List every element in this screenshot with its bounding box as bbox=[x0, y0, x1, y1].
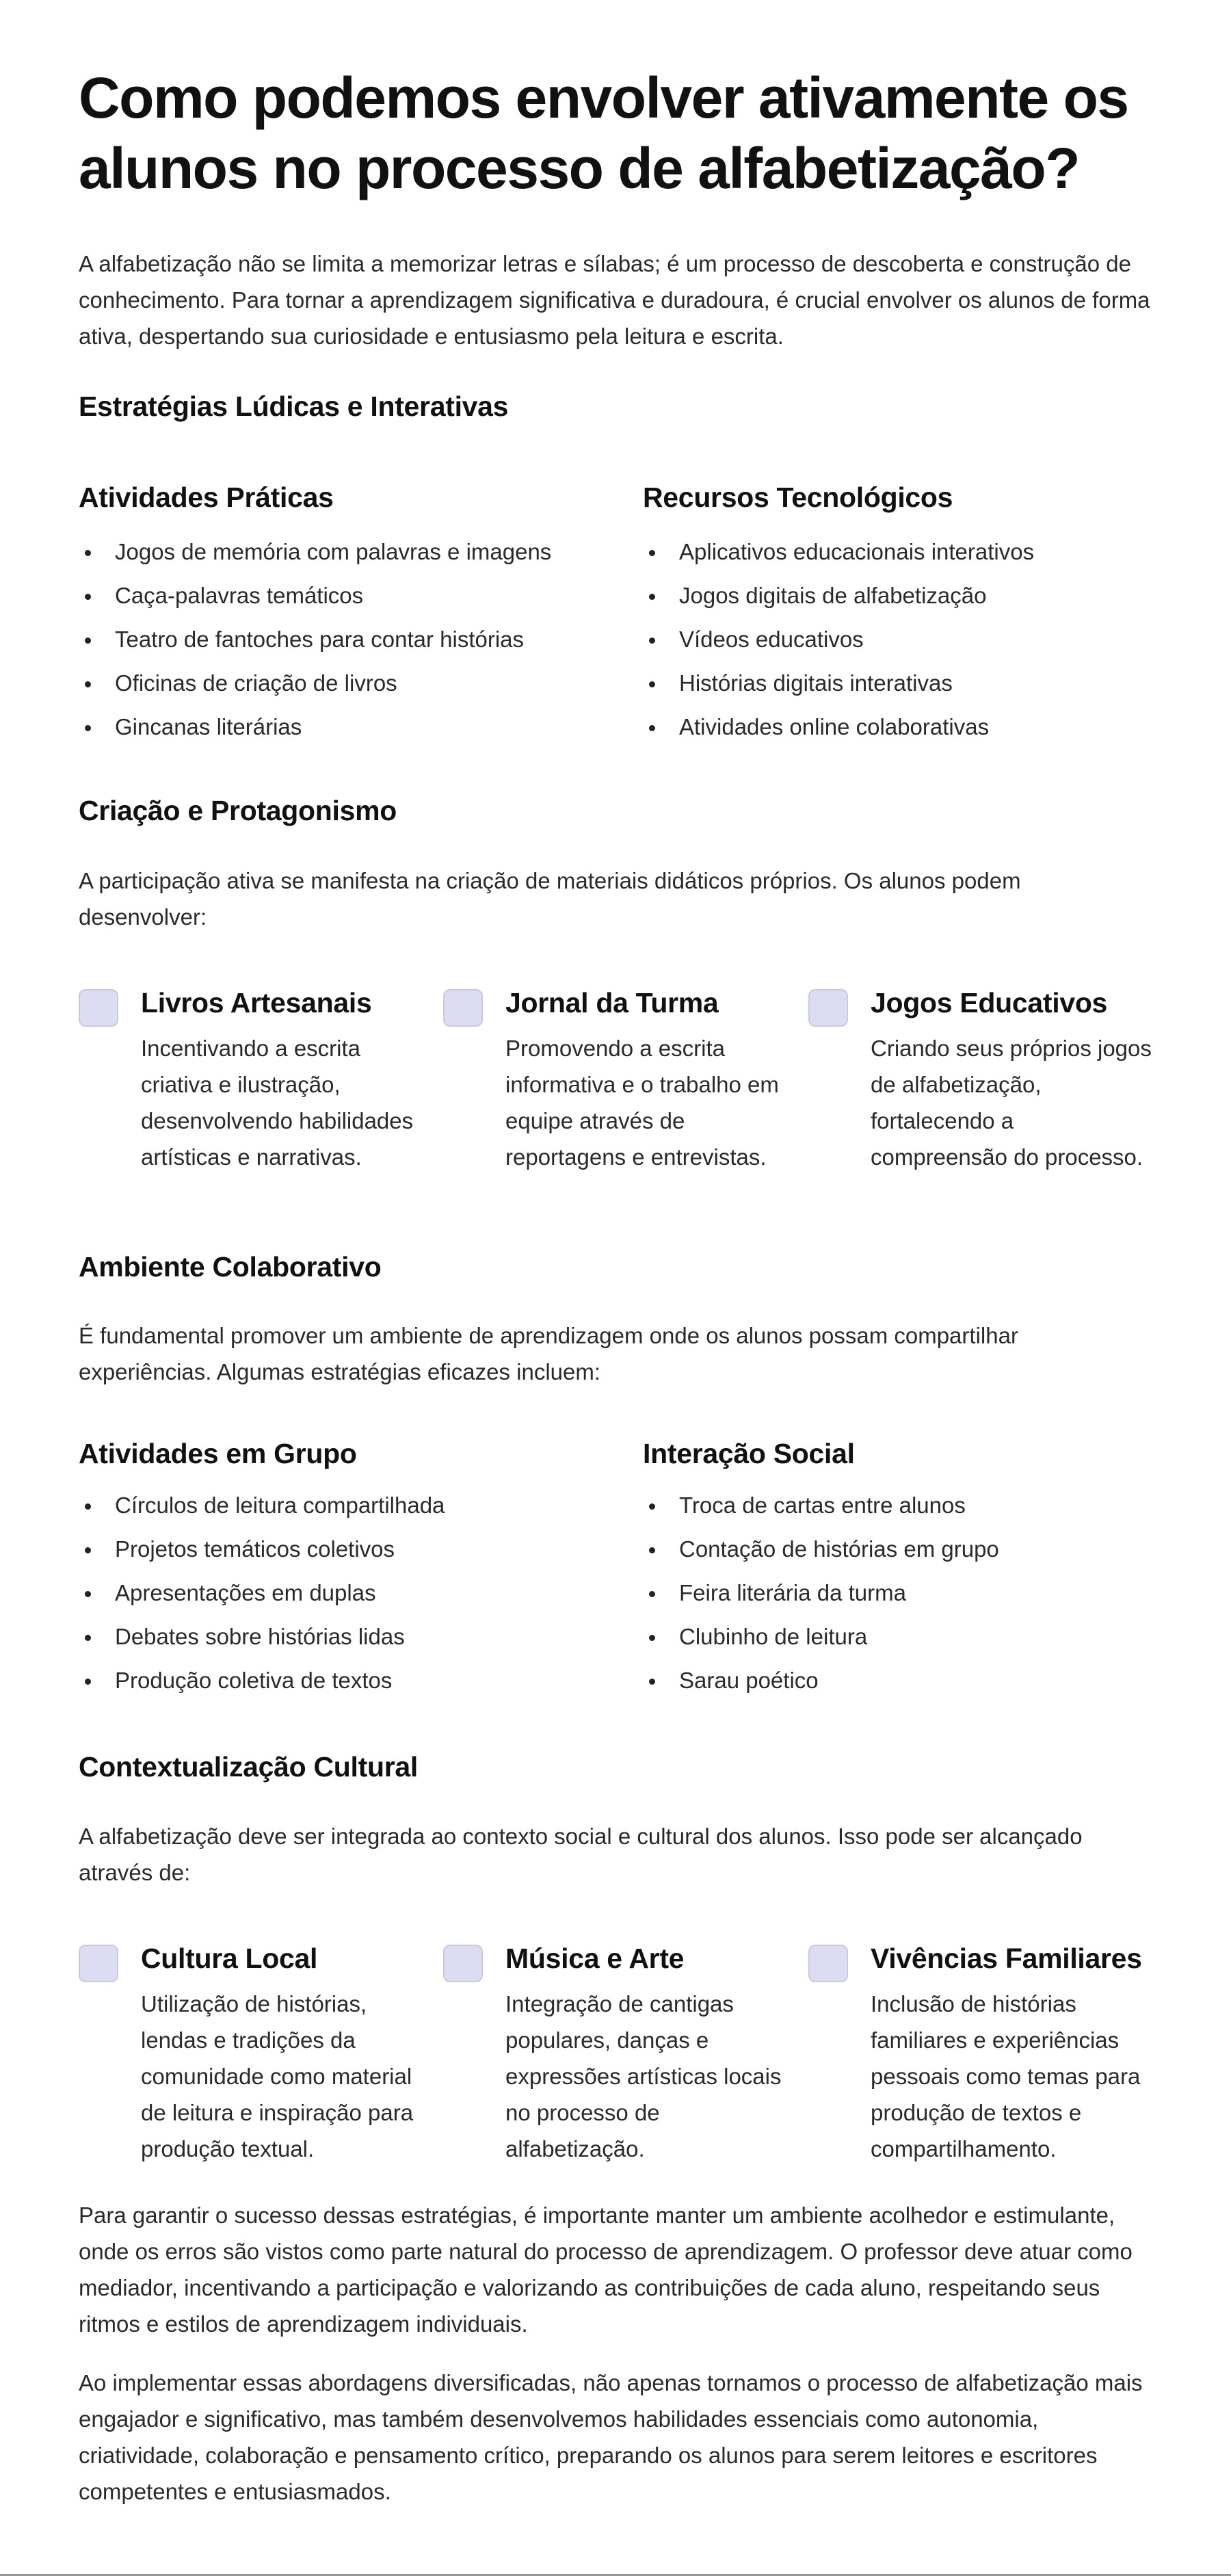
list-recursos-tecnologicos bbox=[643, 530, 1163, 749]
card-description: Criando seus próprios jogos de alfabetização, fortalecendo a compreensão do processo. bbox=[871, 1036, 1152, 1170]
section-heading-cultural: Contextualização Cultural bbox=[79, 1751, 418, 1783]
list-item: Jogos de memória com palavras e imagens bbox=[79, 530, 598, 574]
card-title: Vivências Familiares bbox=[871, 1943, 1142, 1974]
card-icon bbox=[808, 1945, 848, 1982]
card-description: Promovendo a escrita informativa e o trabalho em equipe através de reportagens e entrevistas. bbox=[505, 1036, 779, 1170]
card-title: Cultura Local bbox=[141, 1943, 318, 1974]
card-description: Incentivando a escrita criativa e ilustração, desenvolvendo habilidades artísticas e narrativas. bbox=[141, 1036, 414, 1170]
list-item: Aplicativos educacionais interativos bbox=[643, 530, 1163, 574]
list-item: Feira literária da turma bbox=[643, 1571, 1163, 1615]
section-paragraph-colaborativo: É fundamental promover um ambiente de aprendizagem onde os alunos possam compartilhar experiências. Algumas estratégias eficazes incluem: bbox=[79, 1323, 1018, 1384]
list-interacao-social bbox=[643, 1484, 1163, 1703]
card-title: Livros Artesanais bbox=[141, 987, 372, 1018]
card-icon bbox=[443, 1945, 483, 1982]
column-atividades-em-grupo bbox=[79, 1436, 598, 1703]
column-atividades-praticas bbox=[79, 479, 598, 749]
section-heading-criacao: Criação e Protagonismo bbox=[79, 795, 397, 826]
subheading-recursos-tecnologicos: Recursos Tecnológicos bbox=[643, 482, 953, 513]
list-item: Vídeos educativos bbox=[643, 618, 1163, 661]
list-item: Jogos digitais de alfabetização bbox=[643, 574, 1163, 618]
list-atividades-praticas bbox=[79, 530, 598, 749]
subheading-atividades-praticas: Atividades Práticas bbox=[79, 482, 334, 513]
list-item: Círculos de leitura compartilhada bbox=[79, 1484, 598, 1527]
list-atividades-em-grupo bbox=[79, 1484, 598, 1703]
column-recursos-tecnologicos bbox=[643, 479, 1163, 749]
list-item: Projetos temáticos coletivos bbox=[79, 1527, 598, 1571]
list-item: Produção coletiva de textos bbox=[79, 1659, 598, 1703]
intro-paragraph: A alfabetização não se limita a memorizar letras e sílabas; é um processo de descoberta e construção de conhecimento. Para tornar a aprendizagem significativa e duradoura, é crucial envolver os alunos de forma ativa, despertando sua curiosidade e entusiasmo pela leitura e escrita. bbox=[79, 251, 1150, 349]
card-title: Jornal da Turma bbox=[505, 987, 719, 1018]
card-description: Inclusão de histórias familiares e experiências pessoais como temas para produção de textos e compartilhamento. bbox=[871, 1991, 1141, 2161]
card-icon bbox=[443, 989, 483, 1027]
closing-paragraph-2: Ao implementar essas abordagens diversificadas, não apenas tornamos o processo de alfabetização mais engajador e significativo, mas também desenvolvemos habilidades essenciais como autonomia, criatividade, colaboração e pensamento crítico, preparando os alunos para serem leitores e escritores competentes e entusiasmados. bbox=[79, 2370, 1143, 2504]
closing-paragraph-1: Para garantir o sucesso dessas estratégias, é importante manter um ambiente acolhedor e estimulante, onde os erros são vistos como parte natural do processo de aprendizagem. O professor deve atuar como mediador, incentivando a participação e valorizando as contribuições de cada aluno, respeitando seus ritmos e estilos de aprendizagem individuais. bbox=[79, 2203, 1133, 2337]
card-description: Integração de cantigas populares, danças e expressões artísticas locais no processo de alfabetização. bbox=[505, 1991, 782, 2161]
list-item: Gincanas literárias bbox=[79, 705, 598, 749]
section-paragraph-criacao: A participação ativa se manifesta na criação de materiais didáticos próprios. Os alunos podem desenvolver: bbox=[79, 868, 1021, 930]
card-icon bbox=[808, 989, 848, 1027]
subheading-interacao-social: Interação Social bbox=[643, 1438, 855, 1469]
list-item: Oficinas de criação de livros bbox=[79, 661, 598, 705]
list-item: Caça-palavras temáticos bbox=[79, 574, 598, 618]
section-heading-colaborativo: Ambiente Colaborativo bbox=[79, 1251, 382, 1283]
page-title: Como podemos envolver ativamente os alunos no processo de alfabetização? bbox=[79, 66, 1128, 200]
list-item: Teatro de fantoches para contar histórias bbox=[79, 618, 598, 661]
card-icon bbox=[79, 989, 118, 1027]
list-item: Sarau poético bbox=[643, 1659, 1163, 1703]
list-item: Debates sobre histórias lidas bbox=[79, 1615, 598, 1659]
list-item: Apresentações em duplas bbox=[79, 1571, 598, 1615]
card-icon bbox=[79, 1945, 118, 1982]
list-item: Histórias digitais interativas bbox=[643, 661, 1163, 705]
list-item: Troca de cartas entre alunos bbox=[643, 1484, 1163, 1527]
card-title: Música e Arte bbox=[505, 1943, 685, 1974]
list-item: Clubinho de leitura bbox=[643, 1615, 1163, 1659]
list-item: Atividades online colaborativas bbox=[643, 705, 1163, 749]
card-description: Utilização de histórias, lendas e tradições da comunidade como material de leitura e inspiração para produção textual. bbox=[141, 1991, 414, 2161]
column-interacao-social bbox=[643, 1436, 1163, 1703]
section-heading-ludicas: Estratégias Lúdicas e Interativas bbox=[79, 391, 509, 422]
subheading-atividades-em-grupo: Atividades em Grupo bbox=[79, 1438, 357, 1469]
section-paragraph-cultural: A alfabetização deve ser integrada ao contexto social e cultural dos alunos. Isso pode ser alcançado através de: bbox=[79, 1824, 1083, 1885]
card-title: Jogos Educativos bbox=[871, 987, 1108, 1018]
list-item: Contação de histórias em grupo bbox=[643, 1527, 1163, 1571]
